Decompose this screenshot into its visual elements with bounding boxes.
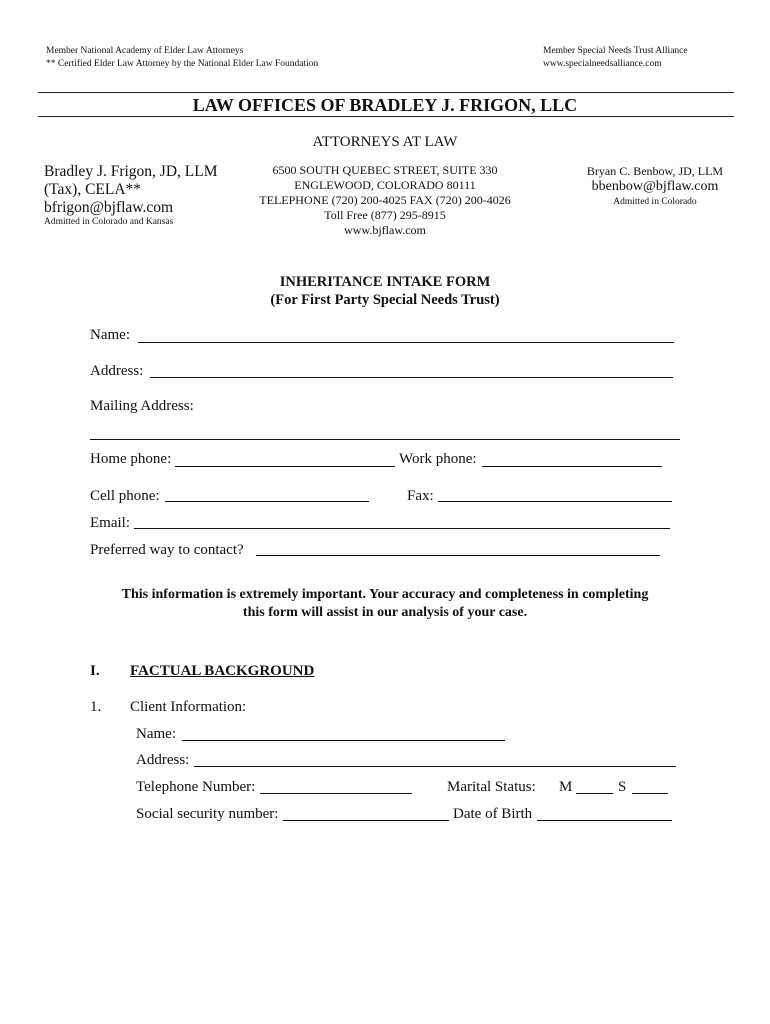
address-field[interactable] [150,377,673,378]
item-title: Client Information: [130,699,247,715]
client-ssn-field[interactable] [283,820,449,821]
snta-url-text: www.specialneedsalliance.com [543,59,662,69]
member-naela-text: Member National Academy of Elder Law Attorneys [46,46,244,56]
marital-status-label: Marital Status: [447,779,536,795]
notice-line-1: This information is extremely important. Your accuracy and completeness in completing [121,587,649,602]
firm-address-1: 6500 SOUTH QUEBEC STREET, SUITE 330 [272,163,498,177]
section-title: FACTUAL BACKGROUND [130,663,315,679]
attorney-left-email: bfrigon@bjflaw.com [44,199,174,216]
form-title: INHERITANCE INTAKE FORM [279,274,491,290]
notice-line-2: this form will assist in our analysis of your case. [242,605,528,620]
client-telephone-field[interactable] [260,793,412,794]
email-label: Email: [90,515,130,531]
member-snta-text: Member Special Needs Trust Alliance [543,46,688,56]
address-label: Address: [90,363,144,379]
attorney-right-email: bbenbow@bjflaw.com [591,179,719,194]
attorney-left-name-1: Bradley J. Frigon, JD, LLM [44,163,218,180]
home-phone-field[interactable] [175,466,395,467]
attorney-left-admitted: Admitted in Colorado and Kansas [44,217,174,227]
section-number: I. [90,663,100,679]
home-phone-label: Home phone: [90,451,172,467]
firm-subtitle: ATTORNEYS AT LAW [312,134,458,150]
client-name-label: Name: [136,726,176,742]
client-dob-field[interactable] [537,820,672,821]
firm-address-2: ENGLEWOOD, COLORADO 80111 [294,178,476,192]
client-telephone-label: Telephone Number: [136,779,256,795]
client-ssn-label: Social security number: [136,806,279,822]
preferred-contact-field[interactable] [256,555,660,556]
certified-note-text: ** Certified Elder Law Attorney by the National Elder Law Foundation [46,59,319,69]
name-field[interactable] [138,342,674,343]
item-number: 1. [90,699,102,715]
fax-label: Fax: [407,488,434,504]
client-dob-label: Date of Birth [453,806,533,822]
fax-field[interactable] [438,501,672,502]
mailing-address-field[interactable] [90,439,680,440]
firm-website: www.bjflaw.com [344,223,426,237]
client-name-field[interactable] [182,740,505,741]
preferred-contact-label: Preferred way to contact? [90,542,244,558]
work-phone-field[interactable] [482,466,662,467]
firm-toll-free: Toll Free (877) 295-8915 [324,208,446,222]
attorney-right-name: Bryan C. Benbow, JD, LLM [586,164,724,178]
name-label: Name: [90,327,130,343]
attorney-left-name-2: (Tax), CELA** [44,181,142,198]
client-address-label: Address: [136,752,190,768]
firm-phone-fax: TELEPHONE (720) 200-4025 FAX (720) 200-4026 [259,193,511,207]
email-field[interactable] [134,528,670,529]
work-phone-label: Work phone: [399,451,477,467]
marital-married-field[interactable] [576,793,613,794]
header-rule-top [38,92,734,93]
form-subtitle: (For First Party Special Needs Trust) [270,292,500,308]
mailing-address-label: Mailing Address: [90,398,194,414]
marital-single-label: S [618,779,627,795]
cell-phone-field[interactable] [165,501,369,502]
marital-single-field[interactable] [632,793,668,794]
attorney-right-admitted: Admitted in Colorado [613,197,697,207]
client-address-field[interactable] [194,766,676,767]
firm-name: LAW OFFICES OF BRADLEY J. FRIGON, LLC [192,95,578,115]
marital-married-label: M [559,779,573,795]
header-rule-bottom [38,116,734,117]
cell-phone-label: Cell phone: [90,488,160,504]
